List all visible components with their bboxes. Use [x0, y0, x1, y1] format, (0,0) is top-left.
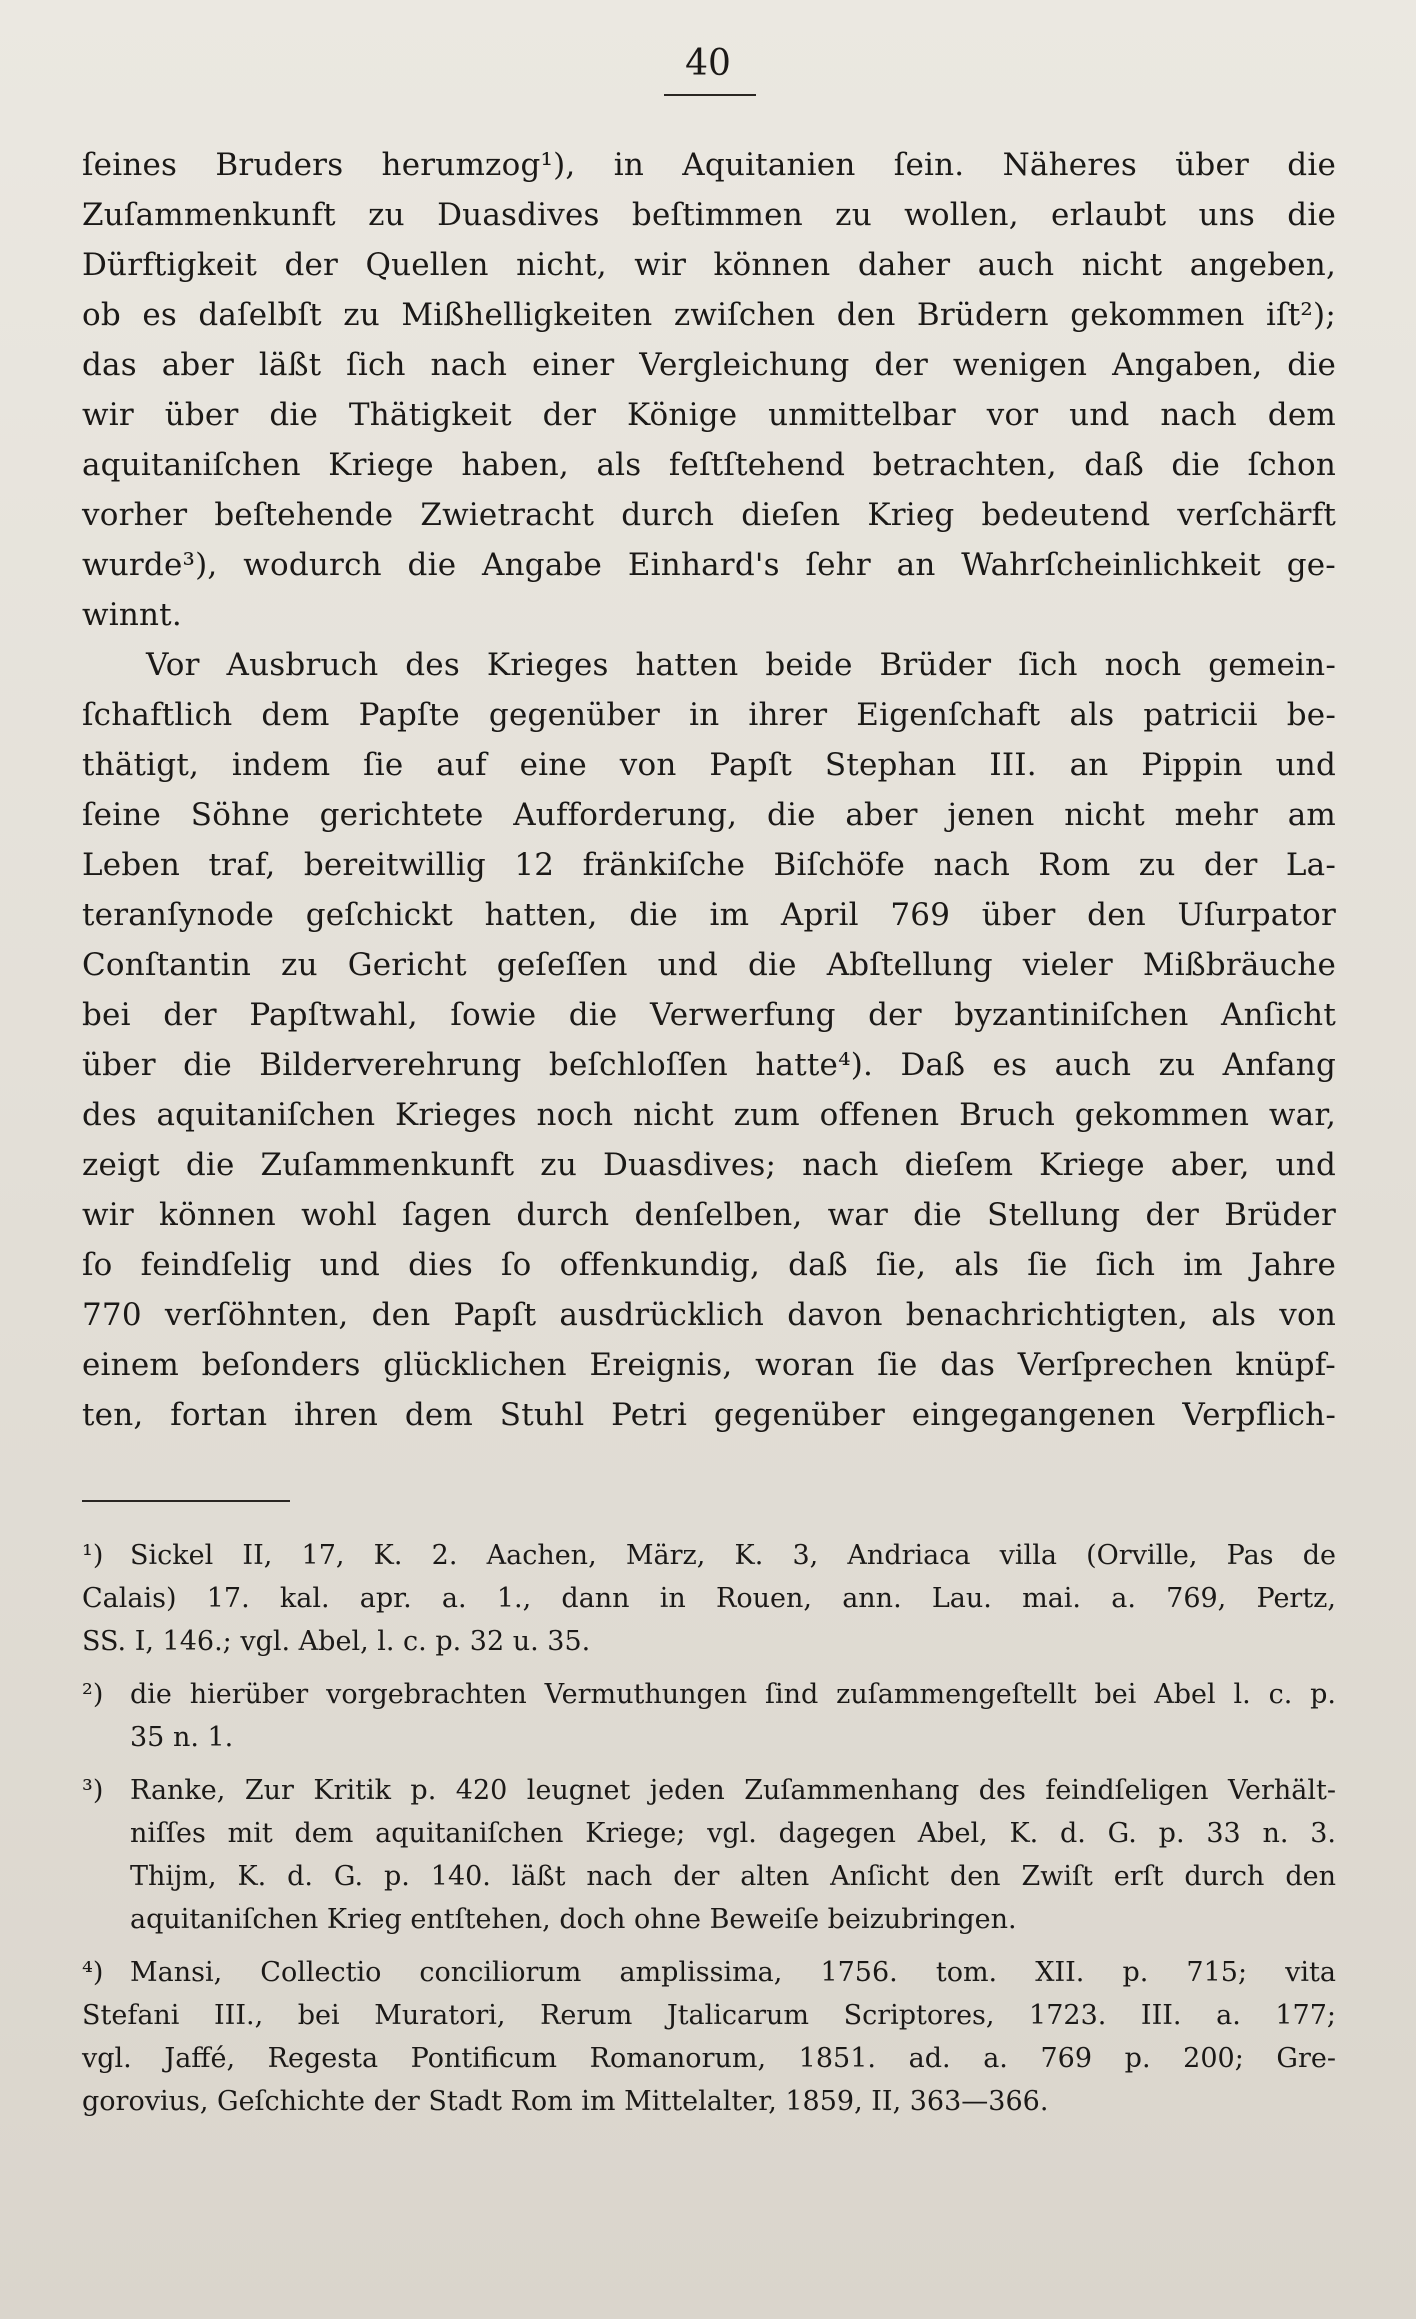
footnote-line: [82, 1951, 1336, 1994]
footnote-1: [82, 1534, 1336, 1663]
footnote-text: Mansi, Collectio conciliorum amplissima, 1756. tom. XII. p. 715; vita: [130, 1957, 1336, 1988]
body-line: ſo feindſelig und dies ſo offenkundig, daß ſie, als ſie ſich im Jahre: [82, 1247, 1336, 1283]
footnote-4: [82, 1951, 1336, 2123]
body-line: ſeines Bruders herumzog¹), in Aquitanien ſein. Näheres über die: [82, 147, 1336, 183]
body-line: ſchaftlich dem Papſte gegenüber in ihrer Eigenſchaft als patricii be-: [82, 697, 1336, 733]
body-line: vorher beſtehende Zwietracht durch dieſen Krieg bedeutend verſchärft: [82, 497, 1336, 533]
body-line: wir können wohl ſagen durch denſelben, war die Stellung der Brüder: [82, 1197, 1336, 1233]
footnotes: [82, 1534, 1336, 2133]
body-line: wurde³), wodurch die Angabe Einhard's ſehr an Wahrſcheinlichkeit ge-: [82, 547, 1336, 583]
footnote-text: Ranke, Zur Kritik p. 420 leugnet jeden Zuſammenhang des feindſeligen Verhält-: [130, 1775, 1336, 1806]
footnote-line: [82, 1534, 1336, 1577]
body-line: Leben traf, bereitwillig 12 fränkiſche Biſchöfe nach Rom zu der La-: [82, 847, 1336, 883]
footnote-text: die hierüber vorgebrachten Vermuthungen ſind zuſammengeſtellt bei Abel l. c. p.: [130, 1679, 1336, 1710]
footnote-line: niſſes mit dem aquitaniſchen Kriege; vgl. dagegen Abel, K. d. G. p. 33 n. 3.: [130, 1818, 1336, 1849]
footnote-text: Sickel II, 17, K. 2. Aachen, März, K. 3, Andriaca villa (Orville, Pas de: [130, 1540, 1336, 1571]
body-line: Dürftigkeit der Quellen nicht, wir können daher auch nicht angeben,: [82, 247, 1336, 283]
footnote-line: [82, 1673, 1336, 1716]
body-line: winnt.: [82, 597, 182, 633]
page-number: 40: [685, 43, 731, 84]
footnote-2: [82, 1673, 1336, 1759]
body-text: [82, 140, 1336, 1440]
body-line: ob es daſelbſt zu Mißhelligkeiten zwiſchen den Brüdern gekommen iſt²);: [82, 297, 1336, 333]
body-line: Vor Ausbruch des Krieges hatten beide Brüder ſich noch gemein-: [146, 647, 1336, 683]
footnote-marker: ²): [82, 1679, 104, 1710]
body-line: thätigt, indem ſie auf eine von Papſt Stephan III. an Pippin und: [82, 747, 1336, 783]
body-line: 770 verſöhnten, den Papſt ausdrücklich davon benachrichtigten, als von: [82, 1297, 1336, 1333]
body-line: Zuſammenkunft zu Duasdives beſtimmen zu wollen, erlaubt uns die: [82, 197, 1336, 233]
footnote-line: SS. I, 146.; vgl. Abel, l. c. p. 32 u. 35.: [82, 1626, 591, 1657]
footnote-line: Stefani III., bei Muratori, Rerum Jtalicarum Scriptores, 1723. III. a. 177;: [82, 2000, 1336, 2031]
body-line: bei der Papſtwahl, ſowie die Verwerfung der byzantiniſchen Anſicht: [82, 997, 1336, 1033]
footnote-3: [82, 1769, 1336, 1941]
footnote-rule: [82, 1500, 290, 1502]
footnote-line: Calais) 17. kal. apr. a. 1., dann in Rouen, ann. Lau. mai. a. 769, Pertz,: [82, 1583, 1336, 1614]
body-line: teranſynode geſchickt hatten, die im April 769 über den Uſurpator: [82, 897, 1336, 933]
footnote-line: 35 n. 1.: [130, 1722, 234, 1753]
body-line: ſeine Söhne gerichtete Aufforderung, die aber jenen nicht mehr am: [82, 797, 1336, 833]
body-line: Conſtantin zu Gericht geſeſſen und die Abſtellung vieler Mißbräuche: [82, 947, 1336, 983]
footnote-marker: ¹): [82, 1540, 104, 1571]
body-line: ten, fortan ihren dem Stuhl Petri gegenüber eingegangenen Verpflich-: [82, 1397, 1336, 1433]
header-rule: [664, 94, 756, 96]
body-line: zeigt die Zuſammenkunft zu Duasdives; nach dieſem Kriege aber, und: [82, 1147, 1336, 1183]
footnote-line: Thijm, K. d. G. p. 140. läßt nach der alten Anſicht den Zwiſt erſt durch den: [130, 1861, 1336, 1892]
body-line: das aber läßt ſich nach einer Vergleichung der wenigen Angaben, die: [82, 347, 1336, 383]
body-line: des aquitaniſchen Krieges noch nicht zum offenen Bruch gekommen war,: [82, 1097, 1336, 1133]
body-line: einem beſonders glücklichen Ereignis, woran ſie das Verſprechen knüpf-: [82, 1347, 1336, 1383]
body-line: wir über die Thätigkeit der Könige unmittelbar vor und nach dem: [82, 397, 1336, 433]
footnote-marker: ³): [82, 1775, 104, 1806]
footnote-line: gorovius, Geſchichte der Stadt Rom im Mittelalter, 1859, II, 363—366.: [82, 2086, 1049, 2117]
footnote-line: aquitaniſchen Krieg entſtehen, doch ohne Beweiſe beizubringen.: [130, 1904, 1017, 1935]
footnote-marker: ⁴): [82, 1957, 104, 1988]
body-line: über die Bilderverehrung beſchloſſen hatte⁴). Daß es auch zu Anfang: [82, 1047, 1336, 1083]
footnote-line: [82, 1769, 1336, 1812]
body-line: aquitaniſchen Kriege haben, als feſtſtehend betrachten, daß die ſchon: [82, 447, 1336, 483]
footnote-line: vgl. Jaffé, Regesta Pontificum Romanorum, 1851. ad. a. 769 p. 200; Gre-: [82, 2043, 1336, 2074]
